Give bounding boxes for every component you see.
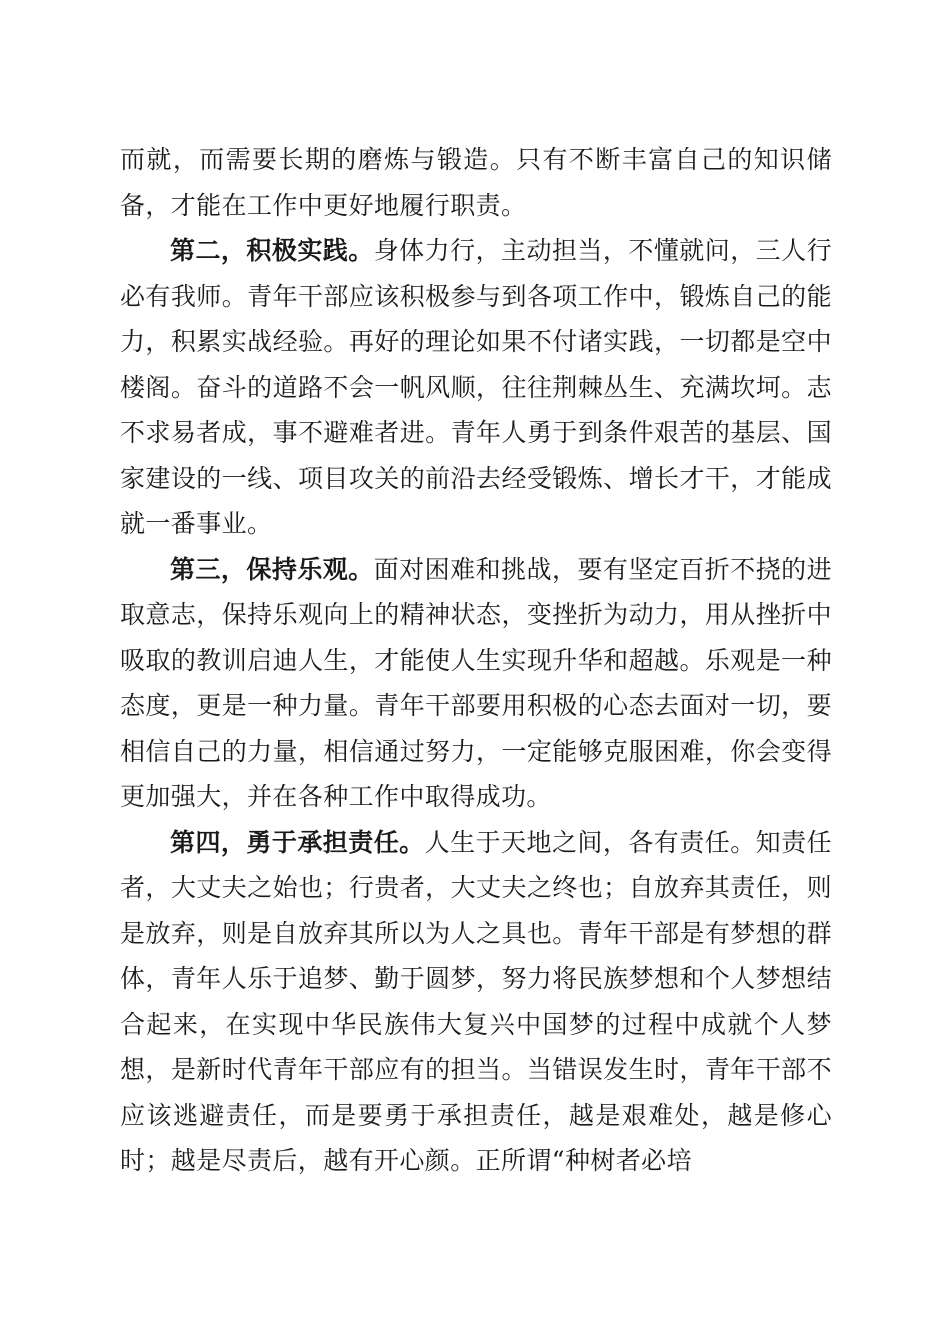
paragraph-optimism: [120, 547, 832, 820]
paragraph-continuation: [120, 137, 832, 228]
body-text: [120, 137, 832, 1184]
paragraph-text: 面对困难和挑战，要有坚定百折不挠的进取意志，保持乐观向上的精神状态，变挫折为动力，用从挫折中吸取的教训启迪人生，才能使人生实现升华和超越。乐观是一种态度，更是一种力量。青年干部要用积极的心态去面对一切，要相信自己的力量，相信通过努力，一定能够克服困难，你会变得更加强大，并在各种工作中取得成功。: [120, 554, 833, 811]
paragraph-text: 人生于天地之间，各有责任。知责任者，大丈夫之始也；行贵者，大丈夫之终也；自放弃其责任，则是放弃，则是自放弃其所以为人之具也。青年干部是有梦想的群体，青年人乐于追梦、勤于圆梦，努力将民族梦想和个人梦想结合起来，在实现中华民族伟大复兴中国梦的过程中成就个人梦想，是新时代青年干部应有的担当。当错误发生时，青年干部不应该逃避责任，而是要勇于承担责任，越是艰难处，越是修心时；越是尽责后，越有开心颜。正所谓“种树者必培: [120, 827, 832, 1175]
paragraph-responsibility: [120, 820, 832, 1184]
paragraph-heading: 第四，勇于承担责任。: [170, 827, 425, 857]
paragraph-heading: 第二，积极实践。: [170, 236, 374, 265]
paragraph-practice: [120, 228, 832, 547]
paragraph-heading: 第三，保持乐观。: [170, 554, 374, 584]
paragraph-text: 身体力行，主动担当，不懂就问，三人行必有我师。青年干部应该积极参与到各项工作中，锻炼自己的能力，积累实战经验。再好的理论如果不付诸实践，一切都是空中楼阁。奋斗的道路不会一帆风顺，往往荆棘丛生、充满坎坷。志不求易者成，事不避难者进。青年人勇于到条件艰苦的基层、国家建设的一线、项目攻关的前沿去经受锻炼、增长才干，才能成就一番事业。: [120, 236, 833, 538]
paragraph-text: 而就，而需要长期的磨炼与锻造。只有不断丰富自己的知识储备，才能在工作中更好地履行职责。: [120, 145, 832, 220]
